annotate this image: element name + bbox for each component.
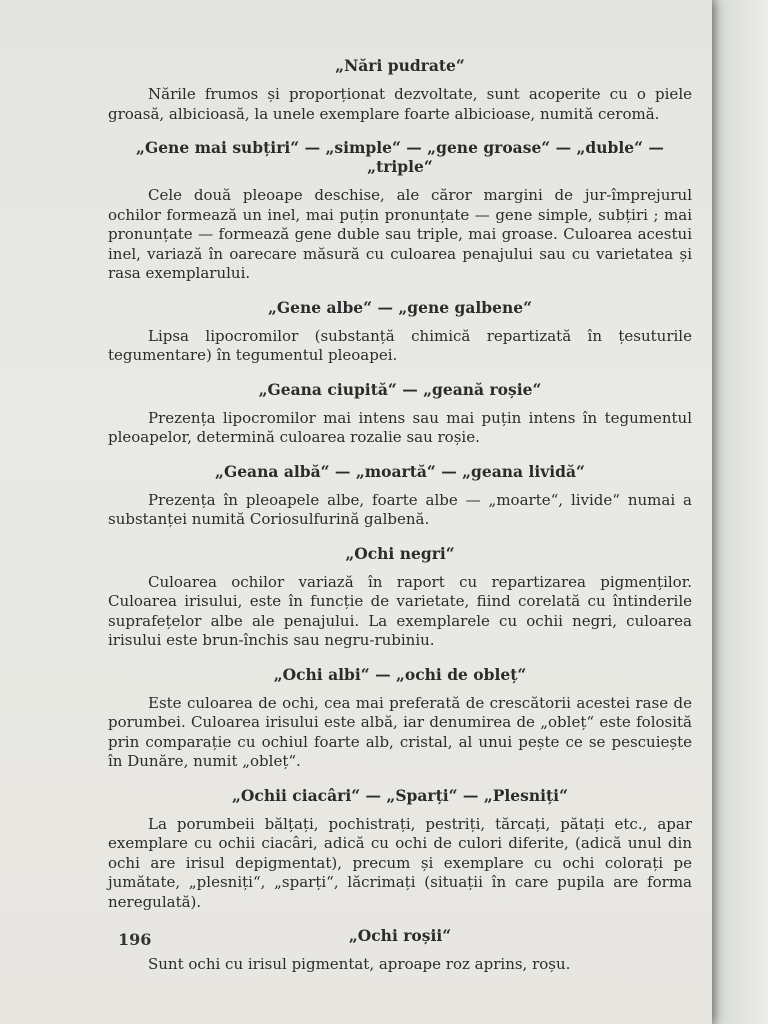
section-ochi-rosii bbox=[108, 926, 692, 975]
section-ochii-ciacari bbox=[108, 786, 692, 913]
section-text: Prezența în pleoapele albe, foarte albe — „moarte“, livide“ numai a substanței numită Coriosulfurină galbenă. bbox=[108, 490, 692, 528]
section-text: Nările frumos și proporționat dezvoltate, sunt acoperite cu o piele groasă, albicioasă, la unele exemplare foarte albicioase, numită ceromă. bbox=[108, 85, 692, 123]
section-gene-subtiri bbox=[108, 138, 692, 284]
page-number: 196 bbox=[118, 930, 152, 949]
section-heading: „Ochi albi“ — „ochi de obleț“ bbox=[273, 664, 527, 684]
section-heading: „Nări pudrate“ bbox=[335, 56, 465, 75]
section-heading: „Geana albă“ — „moartă“ — „geana lividă“ bbox=[215, 461, 585, 481]
section-heading: „Gene mai subțiri“ — „simple“ — „gene groase“ — „duble“ — „triple“ bbox=[136, 138, 664, 176]
section-text: Lipsa lipocromilor (substanță chimică repartizată în țesuturile tegumentare) în tegumentul pleoapei. bbox=[108, 326, 692, 364]
section-heading: „Ochi negri“ bbox=[345, 543, 455, 563]
section-nari-pudrate bbox=[108, 56, 692, 124]
section-text: Sunt ochi cu irisul pigmentat, aproape roz aprins, roșu. bbox=[148, 955, 571, 973]
section-heading: „Ochi roșii“ bbox=[348, 926, 452, 945]
section-text: Cele două pleoape deschise, ale căror margini de jur-împrejurul ochilor formează un inel, mai puțin pronunțate — gene simple, subțiri ; mai pronunțate — formează gene duble sau triple, mai groase. Culoarea acestui inel, variază în oarecare măsură cu culoarea penajului sau cu varietatea și rasa exemplarului. bbox=[108, 186, 692, 282]
section-geana-alba bbox=[108, 462, 692, 530]
section-text: Culoarea ochilor variază în raport cu repartizarea pigmenților. Culoarea irisului, este în funcție de varietate, fiind corelată cu întinderile suprafețelor albe ale penajului. La exemplarele cu ochii negri, culoarea irisului este brun-închis sau negru-rubiniu. bbox=[108, 572, 692, 649]
section-heading: „Ochii ciacâri“ — „Sparți“ — „Plesniți“ bbox=[232, 785, 568, 805]
section-geana-ciupita bbox=[108, 380, 692, 448]
section-text: Este culoarea de ochi, cea mai preferată de crescătorii acestei rase de porumbei. Culoarea irisului este albă, iar denumirea de „obleț“ este folosită prin comparație cu ochiul foarte alb, cristal, al unui pește ce se pescuiește în Dunăre, numit „obleț“. bbox=[108, 693, 692, 770]
section-gene-albe bbox=[108, 298, 692, 366]
section-heading: „Gene albe“ — „gene galbene“ bbox=[267, 297, 533, 317]
page-content bbox=[108, 56, 692, 989]
section-ochi-negri bbox=[108, 544, 692, 651]
section-ochi-albi bbox=[108, 665, 692, 772]
section-heading: „Geana ciupită“ — „geană roșie“ bbox=[258, 379, 542, 399]
section-text: La porumbeii bălțați, pochistrați, pestriți, tărcați, pătați etc., apar exemplare cu ochii ciacâri, adică cu ochi de culori diferite, (adică unul din ochi are irisul depigmentat), precum și exemplare cu ochi colorați pe jumătate, „plesniți“, „sparți“, lăcrimați (situații în care pupila are forma neregulată). bbox=[108, 814, 692, 911]
section-text: Prezența lipocromilor mai intens sau mai puțin intens în tegumentul pleoapelor, determină culoarea rozalie sau roșie. bbox=[108, 408, 692, 446]
